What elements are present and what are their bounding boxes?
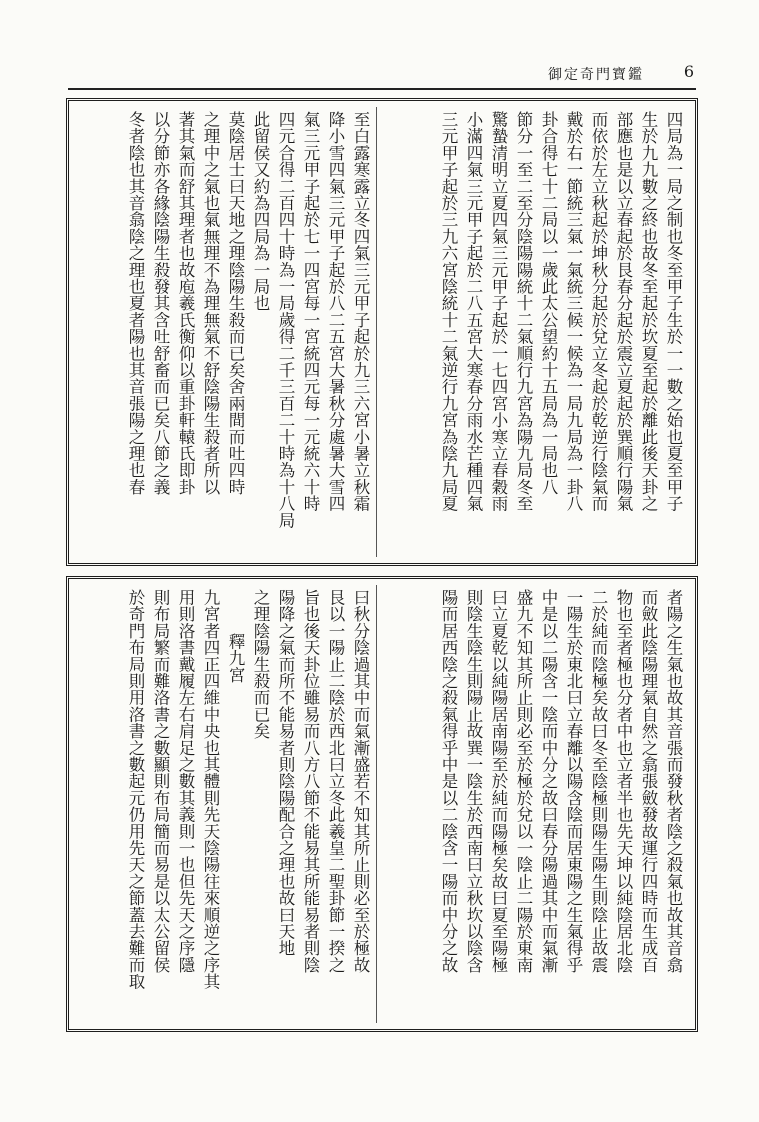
text-column: 戴於右一節統三氣一氣統三候一候為一局九局為一卦八 bbox=[564, 111, 583, 512]
text-column: 而斂此陰陽理氣自然之翕張斂發故運行四時而生成百 bbox=[639, 589, 658, 974]
text-column: 卦合得七十二局以一歲此太公望約十五局為一局也八 bbox=[539, 111, 558, 496]
text-column: 盛九不知其所止則必至於極於兌以一陰止二陽於東南 bbox=[514, 589, 533, 974]
text-column: 物也至者極也分者中也立者半也先天坤以純陰居北陰 bbox=[614, 589, 633, 974]
top-right-half bbox=[377, 107, 689, 557]
text-column: 陽降之氣而所不能易者則陰陽配合之理也故曰天地 bbox=[276, 589, 295, 957]
text-column: 四元合得二百四十時為一局歲得二千三百二十時為十八局 bbox=[276, 111, 295, 529]
top-left-half bbox=[75, 107, 377, 557]
text-column: 二於純而陰極矣故曰冬至陰極則陽生陽生則陰止故震 bbox=[589, 589, 608, 974]
text-column: 四局為一局之制也冬至甲子生於一一數之始也夏至甲子 bbox=[664, 111, 683, 512]
text-column: 驚蟄清明立夏四氣三元甲子起於一七四宮小寒立春穀雨 bbox=[489, 111, 508, 512]
text-column: 至白露寒露立冬四氣三元甲子起於九三六宮小暑立秋霜 bbox=[351, 111, 370, 512]
text-column: 之理陰陽生殺而已矣 bbox=[251, 589, 270, 740]
text-column: 以分節亦各緣陰陽生殺發其含吐舒畜而已矣八節之義 bbox=[151, 111, 170, 496]
text-column: 則陰生陰生則陽止故巽一陰生於西南曰立秋坎以陰含 bbox=[464, 589, 483, 974]
bottom-panel bbox=[66, 576, 698, 1032]
text-column: 用則洛書戴履左右肩足之數其義則一也但先天之序隱 bbox=[176, 589, 195, 974]
text-column: 莫陰居士曰天地之理陰陽生殺而已矣舍兩間而吐四時 bbox=[226, 111, 245, 496]
text-column: 則布局繁而難洛書之數顯則布局簡而易是以太公留侯 bbox=[151, 589, 170, 974]
text-column: 陽而居西陰之殺氣得乎中是以二陰含一陽而中分之故 bbox=[439, 589, 458, 974]
bottom-right-half bbox=[377, 585, 689, 1023]
text-column: 氣三元甲子起於七一四宮每一宮統四元每一元統六十時 bbox=[301, 111, 320, 512]
text-column: 降小雪四氣三元甲子起於八二五宮大暑秋分處暑大雪四 bbox=[326, 111, 345, 512]
text-column: 中是以二陽含一陰而中分之故曰春分陽過其中而氣漸 bbox=[539, 589, 558, 974]
bottom-left-half bbox=[75, 585, 377, 1023]
text-column: 九宮者四正四維中央也其體則先天陰陽往來順逆之序其 bbox=[201, 589, 220, 990]
text-column: 艮以一陽止二陰於西北曰立冬此羲皇二聖卦節一揆之 bbox=[326, 589, 345, 974]
header-rule bbox=[68, 88, 696, 90]
text-column: 著其氣而舒其理者也故庖羲氏衡仰以重卦軒轅氏即卦 bbox=[176, 111, 195, 496]
text-column: 而依於左立秋起於坤秋分起於兌立冬起於乾逆行陰氣而 bbox=[589, 111, 608, 512]
text-column: 旨也後天卦位雖易而八方八節不能易其所能易者則陰 bbox=[301, 589, 320, 974]
page-number: 6 bbox=[683, 62, 694, 81]
page-header bbox=[68, 62, 696, 86]
text-column: 者陽之生氣也故其音張而發秋者陰之殺氣也故其音翕 bbox=[664, 589, 683, 974]
text-column: 冬者陰也其音翕陰之理也夏者陽也其音張陽之理也春 bbox=[126, 111, 145, 496]
book-title: 御定奇門寶鑑 bbox=[548, 67, 644, 83]
text-column: 之理中之氣也氣無理不為理無氣不舒陰陽生殺者所以 bbox=[201, 111, 220, 496]
text-column: 一陽生於東北曰立春離以陽含陰而居東陽之生氣得乎 bbox=[564, 589, 583, 974]
text-column: 部應也是以立春起於艮春分起於震立夏起於巽順行陽氣 bbox=[614, 111, 633, 512]
text-column: 此留侯又約為四局為一局也 bbox=[251, 111, 270, 312]
text-column: 小滿四氣三元甲子起於二八五宮大寒春分雨水芒種四氣 bbox=[464, 111, 483, 512]
section-heading: 釋九宮 bbox=[226, 633, 245, 684]
text-column: 曰秋分陰過其中而氣漸盛若不知其所止則必至於極故 bbox=[351, 589, 370, 974]
text-column: 三元甲子起於三九六宮陰統十二氣逆行九宮為陰九局夏 bbox=[439, 111, 458, 512]
text-column: 節分一至二至分陰陽陽統十二氣順行九宮為陽九局冬至 bbox=[514, 111, 533, 512]
text-column: 於奇門布局則用洛書之數起元仍用先天之節蓋去難而取 bbox=[126, 589, 145, 990]
text-column: 曰立夏乾以純陽居南陽至於純而陽極矣故曰夏至陽極 bbox=[489, 589, 508, 974]
text-column: 生於九九數之終也故冬至起於坎夏至起於離此後天卦之 bbox=[639, 111, 658, 512]
top-panel bbox=[66, 98, 698, 566]
